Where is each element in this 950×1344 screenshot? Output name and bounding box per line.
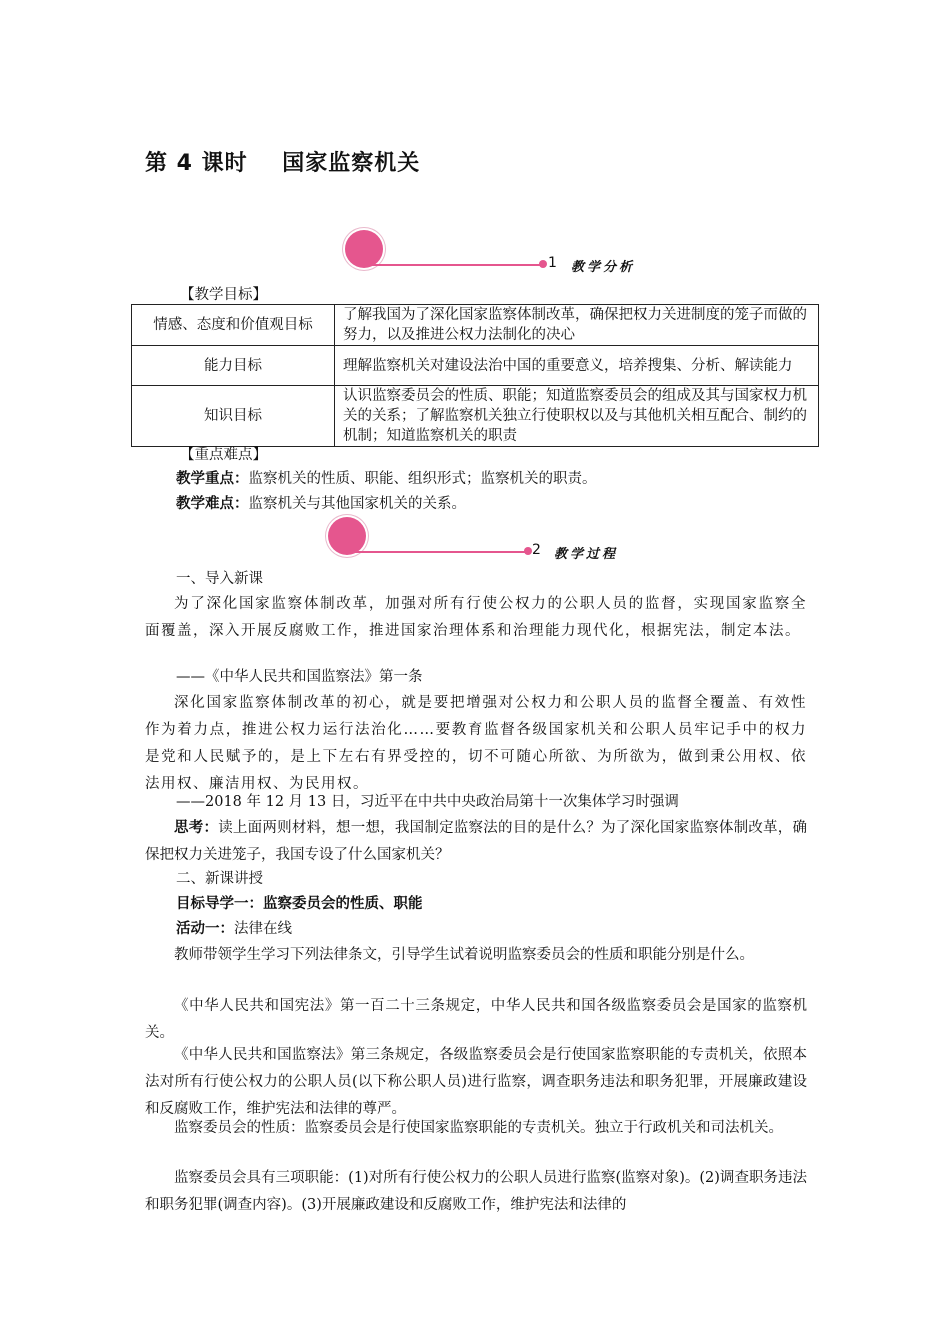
goal-content: 了解我国为了深化国家监察体制改革，确保把权力关进制度的笼子而做的努力，以及推进公权力法制化的决心 (335, 305, 819, 346)
banner-dot-icon (539, 260, 547, 268)
table-row (132, 305, 819, 346)
goal-content: 认识监察委员会的性质、职能；知道监察委员会的组成及其与国家权力机关的关系；了解监察机关独立行使职权以及与其他机关相互配合、制约的机制；知道监察机关的职责 (335, 386, 819, 447)
page-title: 第 4 课时 国家监察机关 (145, 151, 421, 176)
quote-paragraph: 深化国家监察体制改革的初心，就是要把增强对公权力和公职人员的监督全覆盖、有效性作为着力点，推进公权力运行法治化……要教育监督各级国家机关和公职人员牢记手中的权力是党和人民赋予的，是上下左右有界受控的，切不可随心所欲、为所欲为，做到秉公用权、依法用权、廉洁用权、为民用权。 (145, 695, 807, 792)
difficulty-label: 教学难点： (176, 496, 249, 512)
banner-title: 教学分析 (571, 260, 636, 275)
teaching-focus (176, 466, 838, 493)
body-paragraph: 《中华人民共和国监察法》第三条规定，各级监察委员会是行使国家监察职能的专责机关，依照本法对所有行使公权力的公职人员(以下称公职人员)进行监察，调查职务违法和职务犯罪，开展廉政建设和反腐败工作，维护宪法和法律的尊严。 (145, 1047, 807, 1117)
section-intro-heading: 一、导入新课 (176, 571, 263, 587)
banner-circle-icon (328, 517, 366, 555)
goal-label: 能力目标 (132, 346, 335, 386)
focus-label: 教学重点： (176, 471, 249, 487)
quote-paragraph: 为了深化国家监察体制改革，加强对所有行使公权力的公职人员的监督，实现国家监察全面覆盖，深入开展反腐败工作，推进国家治理体系和治理能力现代化，根据宪法，制定本法。 (145, 596, 807, 639)
quote-source: ——2018 年 12 月 13 日，习近平在中共中央政治局第十一次集体学习时强调 (176, 794, 679, 810)
goal-guide-heading: 目标导学一：监察委员会的性质、职能 (176, 896, 423, 912)
key-points-heading: 【重点难点】 (180, 447, 267, 463)
banner-circle-icon (345, 230, 383, 268)
banner-line (365, 264, 543, 266)
activity-text: 法律在线 (234, 921, 292, 937)
think-label: 思考： (174, 820, 219, 836)
think-text: 读上面两则材料，想一想，我国制定监察法的目的是什么？为了深化国家监察体制改革，确保把权力关进笼子，我国专设了什么国家机关？ (145, 820, 808, 863)
table-row (132, 386, 819, 447)
activity-heading (176, 916, 838, 943)
body-paragraph: 教师带领学生学习下列法律条文，引导学生试着说明监察委员会的性质和职能分别是什么。 (174, 947, 754, 963)
quote-source: ——《中华人民共和国监察法》第一条 (176, 669, 423, 685)
teaching-goals-heading: 【教学目标】 (180, 287, 267, 303)
teaching-goals-table (131, 304, 819, 447)
banner-line (348, 551, 528, 553)
think-question (145, 815, 807, 869)
difficulty-text: 监察机关与其他国家机关的关系。 (248, 496, 466, 512)
banner-dot-icon (524, 547, 532, 555)
section-banner-process (328, 517, 658, 561)
section-new-lesson-heading: 二、新课讲授 (176, 871, 263, 887)
banner-number: 1 (548, 255, 557, 271)
goal-content: 理解监察机关对建设法治中国的重要意义，培养搜集、分析、解读能力 (335, 346, 819, 386)
banner-title: 教学过程 (554, 547, 619, 562)
section-banner-analysis (345, 230, 665, 274)
body-paragraph: 监察委员会具有三项职能：(1)对所有行使公权力的公职人员进行监察(监察对象)。(2)调查职务违法和职务犯罪(调查内容)。(3)开展廉政建设和反腐败工作，维护宪法和法律的 (145, 1170, 807, 1213)
goal-label: 知识目标 (132, 386, 335, 447)
body-paragraph: 监察委员会的性质：监察委员会是行使国家监察职能的专责机关。独立于行政机关和司法机关。 (174, 1120, 783, 1136)
teaching-difficulty (176, 491, 838, 518)
activity-label: 活动一： (176, 921, 234, 937)
body-paragraph: 《中华人民共和国宪法》第一百二十三条规定，中华人民共和国各级监察委员会是国家的监察机关。 (145, 998, 807, 1041)
banner-number: 2 (532, 542, 541, 558)
focus-text: 监察机关的性质、职能、组织形式；监察机关的职责。 (248, 471, 597, 487)
goal-label: 情感、态度和价值观目标 (132, 305, 335, 346)
table-row (132, 346, 819, 386)
